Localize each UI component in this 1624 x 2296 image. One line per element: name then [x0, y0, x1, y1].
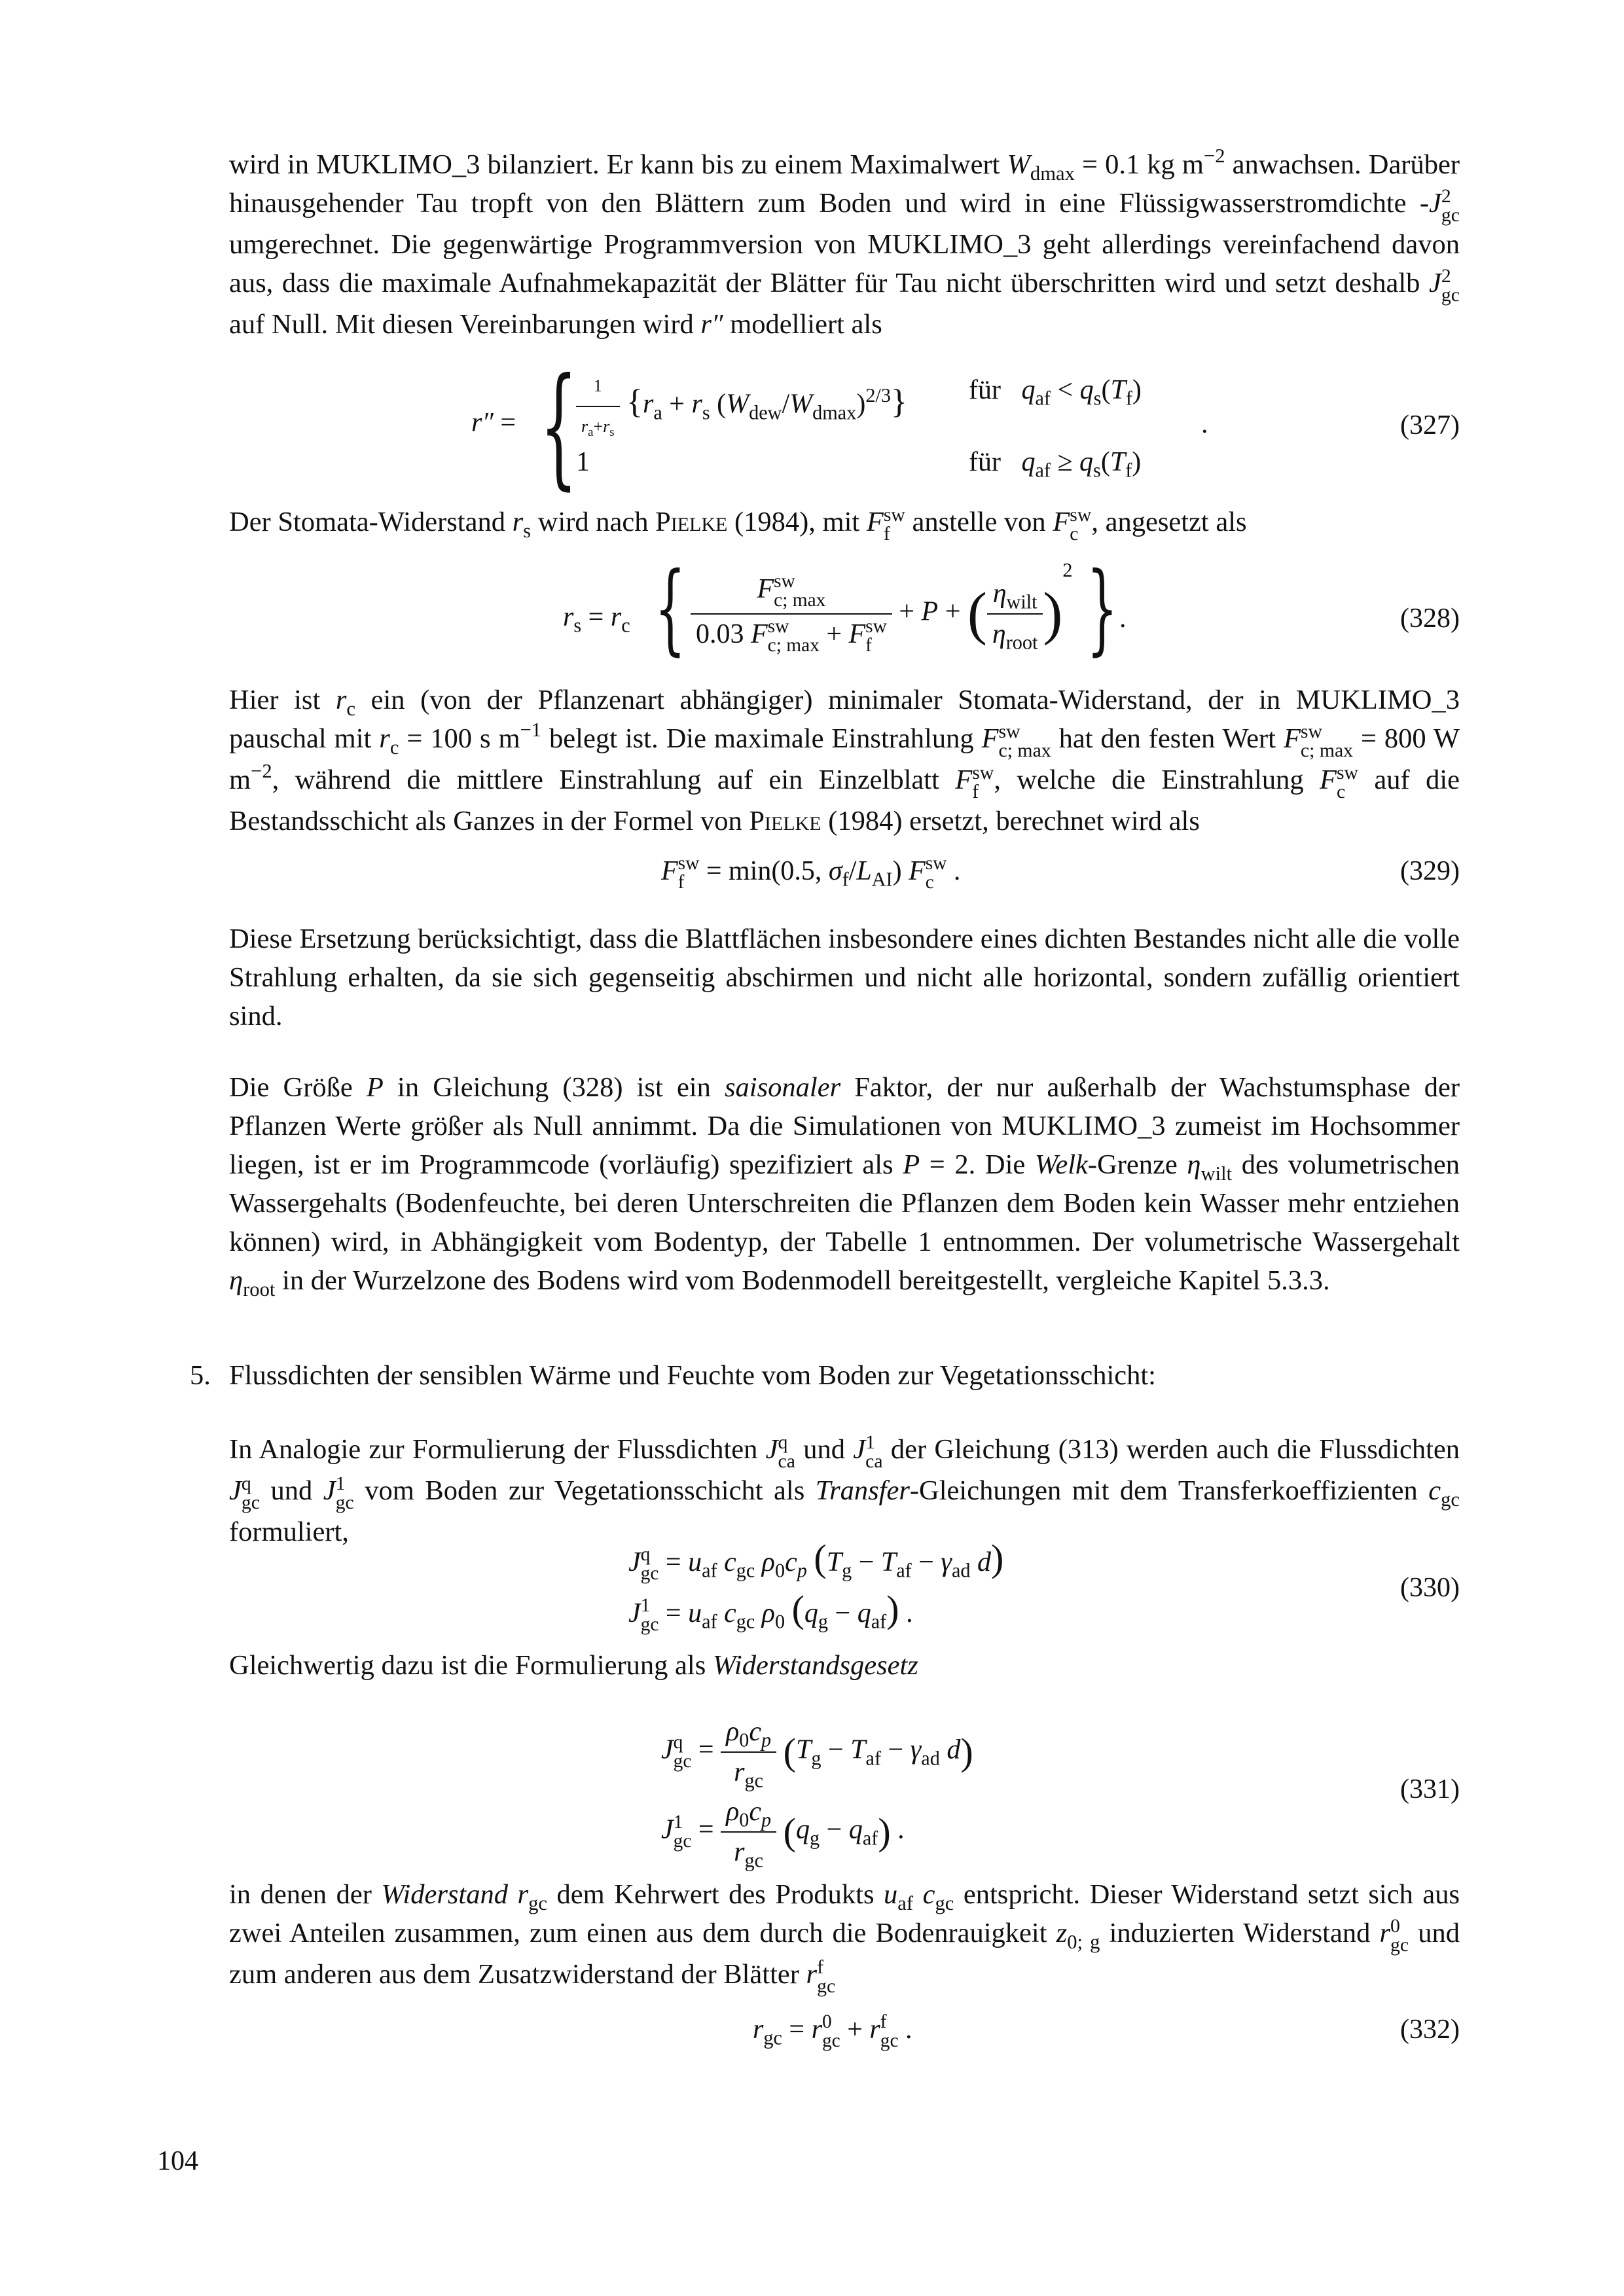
page-number: 104 — [157, 2146, 198, 2176]
equation-number-327: (327) — [1400, 410, 1460, 440]
paragraph-analogy: In Analogie zur Formulierung der Flussdichten J q ca und J 1 ca der Gleichung (313) werden auch die Flussdichten J q gc und J 1 gc vom Boden zur Vegetationsschicht als Transfer-Gleichungen mit dem Transferkoeffizienten $c_{gc}$ formuliert, — [229, 1431, 1460, 1547]
paragraph-radiation: Hier ist $r_c$ ein (von der Pflanzenart abhängiger) minimaler Stomata-Widerstand, der in MUKLIMO_3 pauschal mit $r_c = 100$ s $m^{-1}$ belegt ist. Die maximale Einstrahlung F sw c; max hat den festen Wert F sw c; max = 800 W $m^{-2}$, während die mittlere Einstrahlung auf ein Einzelblatt F sw f , welche die Einstrahlung F sw c auf die Bestandsschicht als Ganzes in der Formel von Pielke (1984) ersetzt, berechnet wird als — [229, 685, 1460, 836]
paragraph-replacement: Diese Ersetzung berücksichtigt, dass die Blattflächen insbesondere eines dichten Bestandes nicht alle die volle Strahlung erhalten, da sie sich gegenseitig abschirmen und nicht alle horizontal, sondern zufällig orientiert sind. — [229, 924, 1460, 1031]
equation-330: J q gc = $u_{af}$ $c_{gc}$ $\rho_0c_p$ ($T_g - T_{af} - \gamma_{ad}$ d) J 1 gc = $u_{af}$ $c_{gc}$ $\rho_0$ $(q_g - q_{af})$ . (330) — [628, 1537, 1460, 1636]
equation-number-329: (329) — [1400, 856, 1460, 886]
list-item-heading: Flussdichten der sensiblen Wärme und Feuchte vom Boden zur Vegetationsschicht: — [229, 1360, 1156, 1391]
equation-331: J q gc = $\frac{\rho_0c_p}{r_{gc}}$ ($T_g - T_{af} - \gamma_{ad}$ d) J 1 gc = $\frac{\rho_0c_p}{r_{gc}}$ $(q_g - q_{af})$ . (331) — [229, 1715, 1460, 1865]
paragraph-seasonal: Die Größe P in Gleichung (328) ist ein saisonaler Faktor, der nur außerhalb der Wachstumsphase der Pflanzen Werte größer als Null annimmt. Da die Simulationen von MUKLIMO_3 zumeist im Hochsommer liegen, ist er im Programmcode (vorläufig) spezifiziert als P = 2. Die Welk-Grenze $\eta_{wilt}$ des volumetrischen Wassergehalts (Bodenfeuchte, bei deren Unterschreiten die Pflanzen dem Boden kein Wasser mehr entziehen können) wird, in Abhängigkeit vom Bodentyp, der Tabelle 1 entnommen. Der volumetrische Wassergehalt $\eta_{root}$ in der Wurzelzone des Bodens wird vom Bodenmodell bereitgestellt, vergleiche Kapitel 5.3.3. — [229, 1072, 1460, 1300]
paragraph-equivalent: Gleichwertig dazu ist die Formulierung als Widerstandsgesetz — [229, 1650, 918, 1681]
equation-332: $r_{gc} = r$ 0 gc + r f gc . (332) — [753, 2011, 1460, 2052]
equation-number-330: (330) — [1400, 1573, 1460, 1603]
list-item-number: 5. — [190, 1360, 211, 1391]
equation-number-332: (332) — [1400, 2015, 1460, 2045]
equation-number-328: (328) — [1400, 603, 1460, 634]
equation-329: F sw f = min(0.5, $\sigma_f/L_{AI}$) F sw c . (329) — [661, 853, 1460, 893]
equation-328: $r_s = r_c$ { F sw c; max 0.03 F sw c; max + F sw f + P + ( $\frac{\eta_{wilt}}{\eta_{root}}$ )$^2$ } . (328) — [563, 552, 1460, 666]
equation-327: r″ = { $\frac{1}{r_a+r_s}$ {$r_a + r_s$ $(W_{dew}/W_{dmax})^{2/3}$} für $q_{af} < q_s(T_f)$ 1 für $q_{af} \ge q_s(T_f)$ . (327) — [471, 350, 1460, 503]
equation-number-331: (331) — [1400, 1774, 1460, 1804]
paragraph-resistance: in denen der Widerstand $r_{gc}$ dem Kehrwert des Produkts $u_{af}$ $c_{gc}$ entspricht. Dieser Widerstand setzt sich aus zwei Anteilen zusammen, zum einen aus dem durch die Bodenrauigkeit $z_{0; g}$ induzierten Widerstand r 0 gc und zum anderen aus dem Zusatzwiderstand der Blätter r f gc — [229, 1879, 1460, 1998]
paragraph-stomata: Der Stomata-Widerstand $r_s$ wird nach Pielke (1984), mit F sw f anstelle von F sw c , angesetzt als — [229, 503, 1247, 545]
paragraph-dew: wird in MUKLIMO_3 bilanziert. Er kann bis zu einem Maximalwert $W_{dmax} = 0.1$ kg $m^{-2}$ anwachsen. Darüber hinausgehender Tau tropft von den Blättern zum Boden und wird in eine Flüssigwasserstromdichte -J 2 gc umgerechnet. Die gegenwärtige Programmversion von MUKLIMO_3 geht allerdings vereinfachend davon aus, dass die maximale Aufnahmekapazität der Blätter für Tau nicht überschritten wird und setzt deshalb J 2 gc auf Null. Mit diesen Vereinbarungen wird r″ modelliert als — [229, 145, 1460, 340]
